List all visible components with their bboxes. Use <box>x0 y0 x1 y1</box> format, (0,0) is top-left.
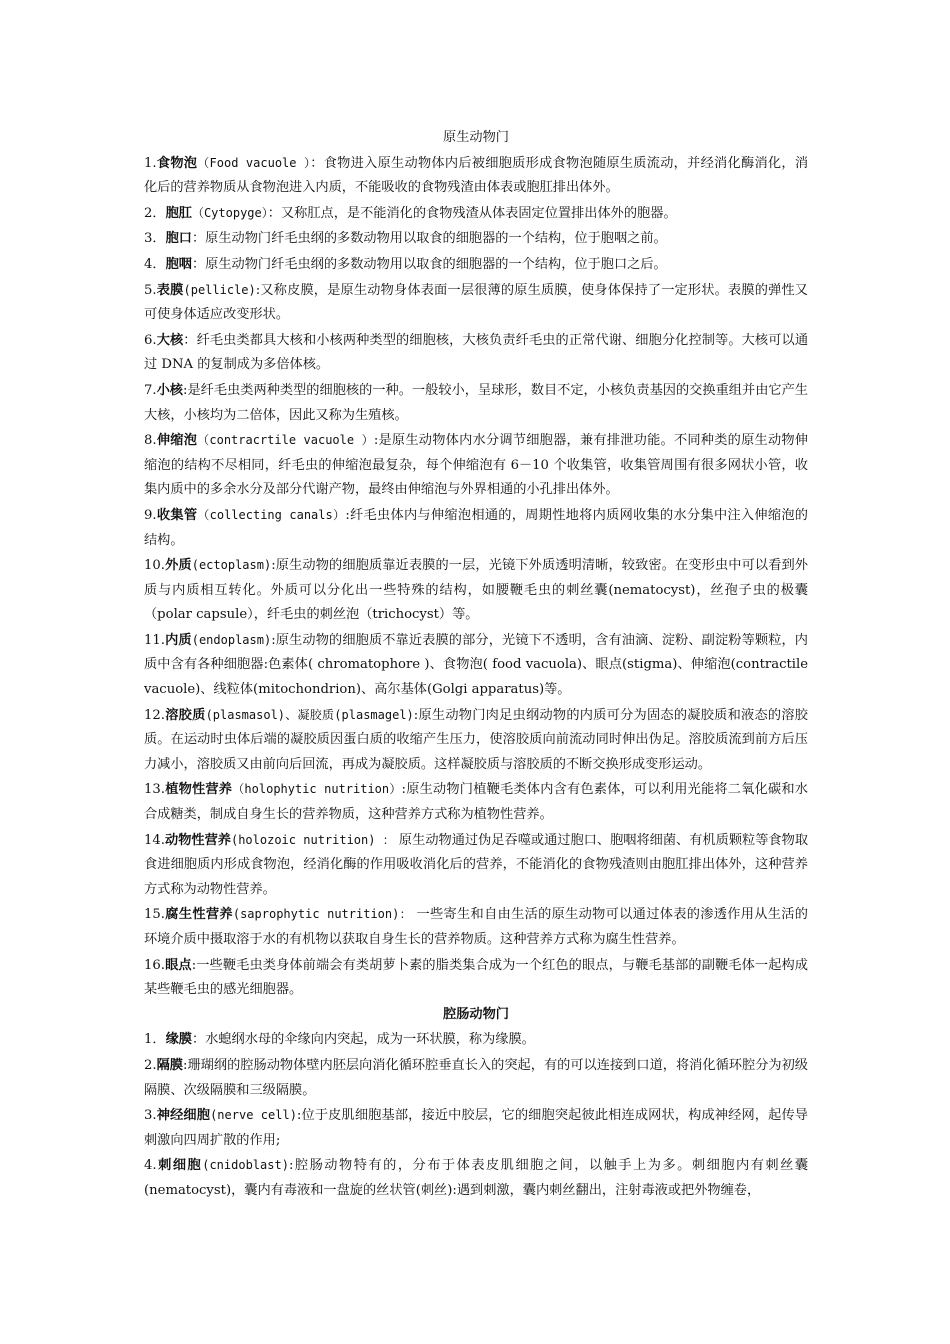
entry-definition: :是纤毛虫类两种类型的细胞核的一种。一般较小，呈球形，数目不定，小核负责基因的交换重组并由它产生大核，小核均为二倍体，因此又称为生殖核。 <box>144 382 808 423</box>
entry-term: 外质 <box>164 558 192 574</box>
entry-definition: :是原生动物体内水分调节细胞器，兼有排泄功能。不同种类的原生动物伸缩泡的结构不尽相同，纤毛虫的伸缩泡最复杂，每个伸缩泡有 6－10 个收集管，收集管周围有很多网状小管，收集内质中的多余水分及部分代谢产物，最终由伸缩泡与外界相通的小孔排出体外。 <box>144 433 808 498</box>
entry-english-term: （Cytopyge） <box>191 205 268 220</box>
definition-entry <box>144 1103 808 1153</box>
entry-english-term: （holophytic nutrition） <box>232 782 402 797</box>
definition-entry <box>144 503 808 553</box>
entry-number: 10. <box>144 558 165 574</box>
entry-number: 4. <box>144 1158 157 1174</box>
entry-number: 14. <box>144 832 165 848</box>
definition-entry <box>144 252 808 278</box>
entry-definition: :珊瑚纲的腔肠动物体壁内胚层向消化循环腔垂直长入的突起，有的可以连接到口道，将消化循环腔分为初级隔膜、次级隔膜和三级隔膜。 <box>144 1057 808 1098</box>
definition-entry <box>144 328 808 378</box>
entry-english-term: （Food vacuole ） <box>197 155 311 170</box>
entry-english-term: (pellicle) <box>183 282 256 297</box>
entry-term: 动物性营养 <box>164 832 231 848</box>
section-title-protozoa: 原生动物门 <box>443 130 509 145</box>
entry-english-term: (holozoic nutrition) ： <box>230 832 395 847</box>
entry-definition: :原生动物门植鞭毛类体内含有色素体，可以利用光能将二氧化碳和水合成糖类，制成自身生长的营养物质，这种营养方式称为植物性营养。 <box>144 782 808 823</box>
definition-entry <box>144 1027 808 1053</box>
entry-number: 11. <box>144 632 165 648</box>
entry-definition: :原生动物的细胞质靠近表膜的一层，光镜下外质透明清晰，较致密。在变形虫中可以看到外质与内质相互转化。外质可以分化出一些特殊的结构，如腰鞭毛虫的刺丝囊(nematocyst)，丝孢子虫的极囊（polar capsule），纤毛虫的刺丝泡（trichocyst）等。 <box>144 558 808 623</box>
entry-definition: ：原生动物门纤毛虫纲的多数动物用以取食的细胞器的一个结构，位于胞咽之前。 <box>191 231 667 247</box>
entry-definition: ：又称肛点，是不能消化的食物残渣从体表固定位置排出体外的胞器。 <box>267 205 677 221</box>
definition-entry <box>144 1053 808 1103</box>
entry-term: 胞咽 <box>165 256 192 272</box>
entry-number: 16. <box>144 957 165 973</box>
entry-term: 食物泡 <box>156 155 198 171</box>
entry-english-term: (nerve cell) <box>210 1108 297 1123</box>
entry-number: 12. <box>144 707 165 723</box>
entry-number: 15. <box>144 907 165 923</box>
definition-entry <box>144 703 808 778</box>
entry-term: 大核 <box>156 332 184 348</box>
entry-list-protozoa <box>144 151 808 1003</box>
entry-number: 8. <box>144 433 157 449</box>
entry-term: 缘膜 <box>165 1032 192 1048</box>
entry-number: 9. <box>144 507 157 523</box>
entry-english-term: (plasmasol)、凝胶质(plasmagel) <box>205 707 414 722</box>
entry-term: 胞口 <box>165 231 192 247</box>
entry-definition: :纤毛虫体内与伸缩泡相通的，周期性地将内质网收集的水分集中注入伸缩泡的结构。 <box>144 507 808 548</box>
entry-number: 1． <box>144 1032 166 1048</box>
entry-number: 2． <box>144 205 166 221</box>
entry-term: 腐生性营养 <box>164 907 233 923</box>
entry-number: 3. <box>144 1108 157 1124</box>
entry-definition: :又称皮膜，是原生动物身体表面一层很薄的原生质膜，使身体保持了一定形状。表膜的弹性又可使身体适应改变形状。 <box>144 282 808 323</box>
entry-definition: 原生动物通过伪足吞噬或通过胞口、胞咽将细菌、有机质颗粒等食物取食进细胞质内形成食物泡，经消化酶的作用吸收消化后的营养，不能消化的食物残渣则由胞肛排出体外，这种营养方式称为动物性营养。 <box>144 832 809 897</box>
definition-entry <box>144 226 808 252</box>
definition-entry <box>144 628 808 703</box>
entry-term: 内质 <box>164 632 192 648</box>
entry-list-coelenterata <box>144 1027 808 1203</box>
entry-definition: :位于皮肌细胞基部，接近中胶层，它的细胞突起彼此相连成网状，构成神经网，起传导刺激向四周扩散的作用; <box>144 1108 808 1148</box>
entry-number: 2. <box>144 1057 157 1073</box>
entry-english-term: (ectoplasm) <box>191 558 272 573</box>
entry-definition: :一些鞭毛虫类身体前端会有类胡萝卜素的脂类集合成为一个红色的眼点，与鞭毛基部的副鞭毛体一起构成某些鞭毛虫的感光细胞器。 <box>144 957 808 998</box>
entry-definition: :原生动物的细胞质不靠近表膜的部分，光镜下不透明，含有油滴、淀粉、副淀粉等颗粒，内质中含有各种细胞器:色素体( chromatophore )、食物泡( food vacuola)、眼点(stigma)、伸缩泡(contractile vacuole)、线粒体(mitochondrion)、高尔基体(Golgi apparatus)等。 <box>144 632 808 698</box>
entry-term: 隔膜 <box>156 1057 184 1073</box>
entry-definition: :腔肠动物特有的，分布于体表皮肌细胞之间，以触手上为多。刺细胞内有刺丝囊(nematocyst)，囊内有毒液和一盘旋的丝状管(刺丝):遇到刺激，囊内刺丝翻出，注射毒液或把外物缠卷， <box>144 1158 809 1198</box>
definition-entry <box>144 828 808 903</box>
entry-number: 6. <box>144 332 157 348</box>
entry-number: 13. <box>144 782 165 798</box>
entry-term: 溶胶质 <box>164 707 206 723</box>
entry-term: 小核 <box>156 382 184 398</box>
section-title-coelenterata: 腔肠动物门 <box>443 1006 509 1022</box>
entry-definition: ：食物进入原生动物体内后被细胞质形成食物泡随原生质流动，并经消化酶消化，消化后的营养物质从食物泡进入内质，不能吸收的食物残渣由体表或胞肛排出体外。 <box>144 155 809 196</box>
definition-entry <box>144 777 808 827</box>
definition-entry <box>144 1153 808 1203</box>
definition-entry <box>144 428 808 503</box>
entry-definition: :原生动物门肉足虫纲动物的内质可分为固态的凝胶质和液态的溶胶质。在运动时虫体后端的凝胶质因蛋白质的收缩产生压力，使溶胶质向前流动同时伸出伪足。溶胶质流到前方后压力减小，溶胶质又由前向后回流，再成为凝胶质。这样凝胶质与溶胶质的不断交换形成变形运动。 <box>144 707 808 772</box>
entry-number: 3． <box>144 231 166 247</box>
entry-definition: 一些寄生和自由生活的原生动物可以通过体表的渗透作用从生活的环境介质中摄取溶于水的有机物以获取自身生长的营养物质。这种营养方式称为腐生性营养。 <box>144 907 808 947</box>
entry-number: 1. <box>144 155 157 171</box>
entry-term: 收集管 <box>156 507 198 523</box>
definition-entry <box>144 278 808 328</box>
definition-entry <box>144 902 808 952</box>
definition-entry <box>144 553 808 628</box>
definition-entry <box>144 378 808 428</box>
entry-english-term: （contracrtile vacuole ） <box>197 433 374 448</box>
document-page <box>144 126 808 1204</box>
entry-english-term: (endoplasm) <box>191 632 272 647</box>
entry-number: 4． <box>144 256 166 272</box>
entry-number: 5. <box>144 282 157 298</box>
entry-term: 植物性营养 <box>164 782 233 798</box>
entry-definition: ：水螅纲水母的伞缘向内突起，成为一环状膜，称为缘膜。 <box>191 1032 535 1048</box>
entry-english-term: （collecting canals） <box>197 507 346 522</box>
entry-term: 神经细胞 <box>156 1108 211 1124</box>
entry-definition: ：原生动物门纤毛虫纲的多数动物用以取食的细胞器的一个结构，位于胞口之后。 <box>191 256 667 272</box>
entry-english-term: (saprophytic nutrition)： <box>232 907 412 922</box>
definition-entry <box>144 953 808 1003</box>
entry-number: 7. <box>144 382 157 398</box>
entry-term: 伸缩泡 <box>156 433 198 449</box>
entry-english-term: (cnidoblast) <box>202 1158 289 1173</box>
entry-term: 胞肛 <box>165 205 192 221</box>
entry-term: 眼点 <box>164 957 192 973</box>
entry-term: 表膜 <box>156 282 184 298</box>
entry-definition: ：纤毛虫类都具大核和小核两种类型的细胞核，大核负责纤毛虫的正常代谢、细胞分化控制等。大核可以通过 DNA 的复制成为多倍体核。 <box>144 332 809 373</box>
definition-entry <box>144 201 808 227</box>
definition-entry <box>144 151 808 201</box>
entry-term: 刺细胞 <box>156 1158 203 1174</box>
